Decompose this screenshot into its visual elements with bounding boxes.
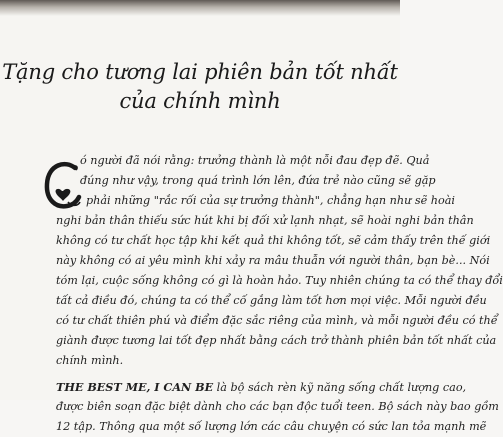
paragraph-1-line-10: giành được tương lai tốt đẹp nhất bằng cách trở thành phiên bản tốt nhất của [56, 334, 497, 347]
page-edge-shadow [0, 0, 400, 16]
paragraph-2-line-2: được biên soạn đặc biệt dành cho các bạn độc tuổi teen. Bộ sách này bao gồm [56, 400, 499, 413]
paragraph-1-line-1: ó người đã nói rằng: trưởng thành là một nỗi đau đẹp đẽ. Quả [80, 154, 430, 167]
paragraph-1-line-3: phải những "rắc rối của sự trưởng thành", chẳng hạn như sẽ hoài [86, 194, 455, 207]
dropcap-c-heart-icon [42, 158, 82, 214]
chapter-title-line-2: của chính mình [119, 89, 281, 113]
chapter-title-line-1: Tặng cho tương lai phiên bản tốt nhất [2, 60, 398, 84]
paragraph-1-line-9: có tư chất thiên phú và điểm đặc sắc riêng của mình, và mỗi người đều có thể [56, 314, 498, 327]
chapter-title [0, 58, 400, 116]
decorative-dropcap [42, 158, 82, 214]
paragraph-2-line-1-rest: là bộ sách rèn kỹ năng sống chất lượng cao, [213, 381, 467, 394]
paragraph-1-line-7: tóm lại, cuộc sống không có gì là hoàn hảo. Tuy nhiên chúng ta có thể thay đổi [56, 274, 503, 287]
paragraph-1-line-5: không có tư chất học tập khi kết quả thi không tốt, sẽ cảm thấy trên thế giới [56, 234, 491, 247]
paragraph-1-line-8: tất cả điều đó, chúng ta có thể cố gắng làm tốt hơn mọi việc. Mỗi người đều [56, 294, 487, 307]
paragraph-1-line-4: nghi bản thân thiếu sức hút khi bị đối xử lạnh nhạt, sẽ hoài nghi bản thân [56, 214, 474, 227]
series-title: THE BEST ME, I CAN BE [56, 380, 214, 394]
paragraph-1-line-11: chính mình. [56, 354, 124, 367]
paragraph-1-line-6: này không có ai yêu mình khi xảy ra mâu thuẫn với người thân, bạn bè... Nói [56, 254, 490, 267]
paragraph-1-line-2: đúng như vậy, trong quá trình lớn lên, đứa trẻ nào cũng sẽ gặp [80, 174, 436, 187]
paragraph-2-line-3: 12 tập. Thông qua một số lượng lớn các câu chuyện có sức lan tỏa mạnh mẽ [56, 420, 487, 433]
paragraph-2-line-1 [56, 377, 467, 398]
